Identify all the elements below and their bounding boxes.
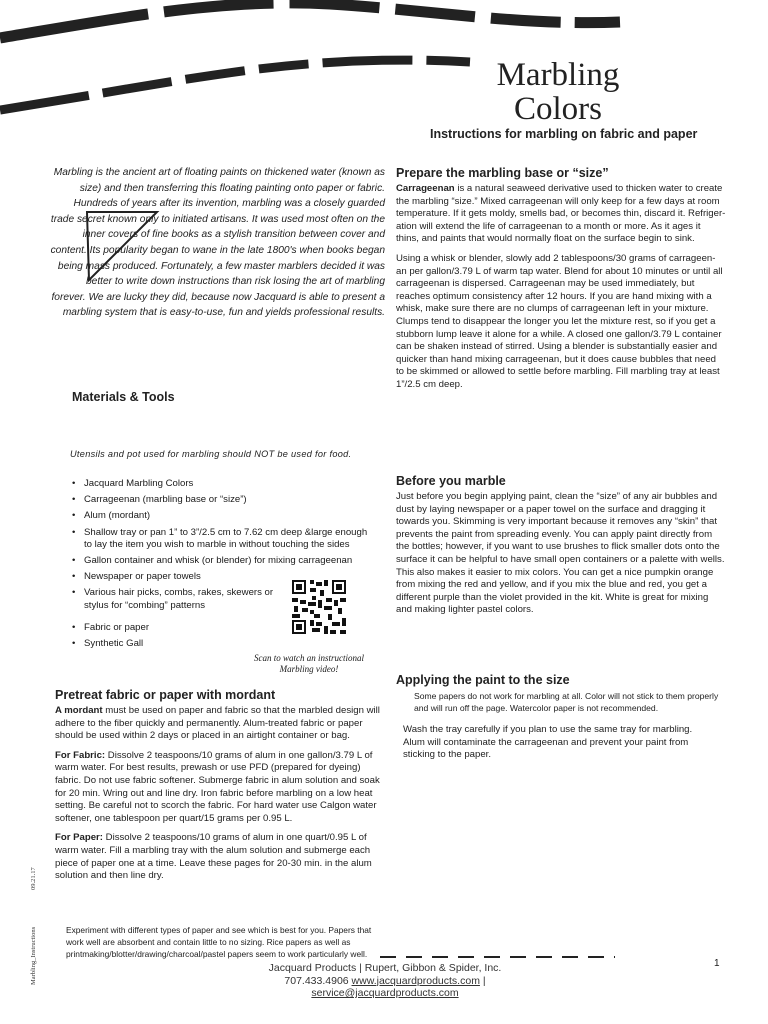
list-item: • Jacquard Marbling Colors [70,478,375,490]
list-item: • Various hair picks, combs, rakes, skewers or stylus for “combing” patterns [70,587,284,611]
before-body [396,491,726,617]
page-number: 1 [714,958,720,969]
qr-caption: Scan to watch an instructional Marbling video! [254,653,364,674]
pretreat-heading: Pretreat fabric or paper with mordant [55,688,276,702]
applying-note: Some papers do not work for marbling at all. Color will not stick to them properly and will run off the page. Watercolor paper is not recommended. [414,691,719,713]
tray-depth: 1”/2.5 cm deep. [396,378,463,390]
list-item: • Shallow tray or pan 1” to 3”/2.5 cm to 7.62 cm deep &large enough to lay the item you wish to marble in without touching the sides [70,527,375,551]
skimming-paragraph: Just before you begin applying paint, clean the “size” of any air bubbles and dust by laying newspaper or a paper towel on the surface and dragging it towards you. Skimming is very important because it removes any “skin” that prevents the paint from spreading evenly. You can apply paint directly from the bottles; however, if you want to use brushes to flick smaller dots onto the [396,491,720,553]
materials-note: Utensils and pot used for marbling should NOT be used for food. [70,449,352,459]
side-document-title: Marbling_Instructions [30,926,37,985]
paper-lead: For Paper: [55,832,103,844]
pretreat-mordant-paragraph [55,705,380,743]
footer-dashed-divider [380,954,615,960]
applying-heading: Applying the paint to the size [396,673,570,687]
fabric-text: Dissolve 2 teaspoons/10 grams of alum in one gallon/3.79 L of warm water. For best results, prewash or use PFD (prepared for dyeing) fabric. Do not use fabric softener. Submerge fabric in alum solution and soak for 20 min. Wring out and line dry. Iron fabric before marbling on a low heat setting. Be careful not to scorch the fabric. For hard water use Calgon water softener, one tablespoon per quart/15 grams per 0.95 L. [55,749,380,824]
pretreat-body [55,705,380,890]
before-heading: Before you marble [396,474,506,488]
footer-contact-line [200,975,570,988]
list-item: • Fabric or paper [70,622,375,634]
side-date: 09.21.17 [30,867,37,890]
lighter-colors-paragraph: different purple than the violet provided in the kit. White is great for mixing and making lighter pastel colors. [396,591,709,616]
materials-heading: Materials & Tools [72,390,175,404]
prepare-heading: Prepare the marbling base or “size” [396,166,609,180]
pretreat-paper-paragraph [55,832,380,882]
carrageenan-paragraph [396,183,726,246]
list-item: • Synthetic Gall [70,638,375,650]
footer-website-link[interactable]: www.jacquardproducts.com [351,974,480,987]
applying-body: Wash the tray carefully if you plan to use the same tray for marbling. Alum will contaminate the carrageenan and prevent your paint from sticking to the paper. [403,724,693,761]
qr-code-icon[interactable] [290,576,348,638]
footer-email-link[interactable]: service@jacquardproducts.com [311,987,459,999]
list-item: • Alum (mordant) [70,510,375,522]
title-line-2: Colors [513,91,602,127]
prepare-body [396,183,726,392]
paper-note: Experiment with different types of paper and see which is best for you. Papers that work well are absorbent and contain little to no sizing. Rice papers as well as printmaking/blotter/drawing/charcoal/pastel papers seem to work particularly well. [66,925,372,959]
fabric-lead: For Fabric: [55,749,106,761]
footer-separator: | [482,974,486,987]
intro-paragraph: Marbling is the ancient art of floating paints on thickened water (known as size) and then transferring this floating painting onto paper or fabric. Hundreds of years after its invention, marbling was a closely guarded trade secret known only to initiated artisans. It was used most often on the inner covers of fine books as a stylish transition between cover and content. Its popularity began to wane in the late 1800's when books began being mass produced. Fortunately, a few master marblers decided it was better to write down instructions than risk losing the art of marbling forever. We are lucky they did, because now Jacquard is able to present a marbling system that is easy-to-use, fun and yields professional results. [50,167,385,319]
pretreat-fabric-paragraph [55,750,380,826]
carrageenan-text: is a natural seaweed derivative used to thicken water to create the marbling “size.” Mixed carrageenan will only keep for a few days at room temperature. If it gets moldy, smells bad, or becomes thin, discard it. Refriger- ation will extend the life of carrageenan to a month or more. As it ages it thins, and paints that would normally float on the surface begin to sink. [396,183,726,245]
mordant-text: must be used on paper and fabric so that the marbled design will adhere to the fiber quickly and permanently. Alum-treated fabric or paper should be used within 2 days or placed in an airtight container or bag. [55,705,380,742]
footer [200,962,570,1000]
list-item: • Newspaper or paper towels [70,571,284,583]
footer-phone: 707.433.4906 [284,974,349,987]
paper-text: Dissolve 2 teaspoons/10 grams of alum in one quart/0.95 L of warm water. Fill a marbling tray with the alum solution and submerge each piece of paper one at a time. Leave these pages for 20-30 min. in the alum solution and then line dry. [55,832,372,882]
page-title [458,58,658,126]
mixing-paragraph: Using a whisk or blender, slowly add 2 tablespoons/30 grams of carrageen- an per gallon/3.79 L of warm tap water. Blend for about 10 minutes or until all carrageenan is dispersed. Carrageenan may be used immediately, but reaches optimum consistency after 12 hours. If you are hand mixing with a whisk, make sure there are no clumps of carrageenan left in your mixture. Clumps tend to disappear the longer you let the mixture rest, so if you get a [396,252,723,327]
mixing-colors-paragraph: surface it can be helpful to have small open containers or a palette with wells. This also makes it easier to mix colors. You can get a nice pumpkin orange from mixing the red and yellow, and if you mix the blue and red, you get a [396,553,725,591]
footer-company: Jacquard Products | Rupert, Gibbon & Spider, Inc. [268,962,502,974]
page-subtitle: Instructions for marbling on fabric and paper [430,127,698,141]
mixing-paragraph-cont: stubborn lump leave it alone for a while. A closed one gallon/3.79 L container can be shaken instead of stirred. Using a blender is substantially easier and quicker than hand mixing carrageenan, but it does cause bubbles that need to be skimmed or allowed to settle before marbling. Fill marbling tray at least [396,328,722,378]
carrageenan-lead: Carrageenan [396,183,455,194]
title-line-1: Marbling [496,57,620,93]
mordant-lead: A mordant [55,705,103,716]
list-item: • Carrageenan (marbling base or “size”) [70,494,375,506]
list-item: • Gallon container and whisk (or blender) for mixing carrageenan [70,555,375,567]
